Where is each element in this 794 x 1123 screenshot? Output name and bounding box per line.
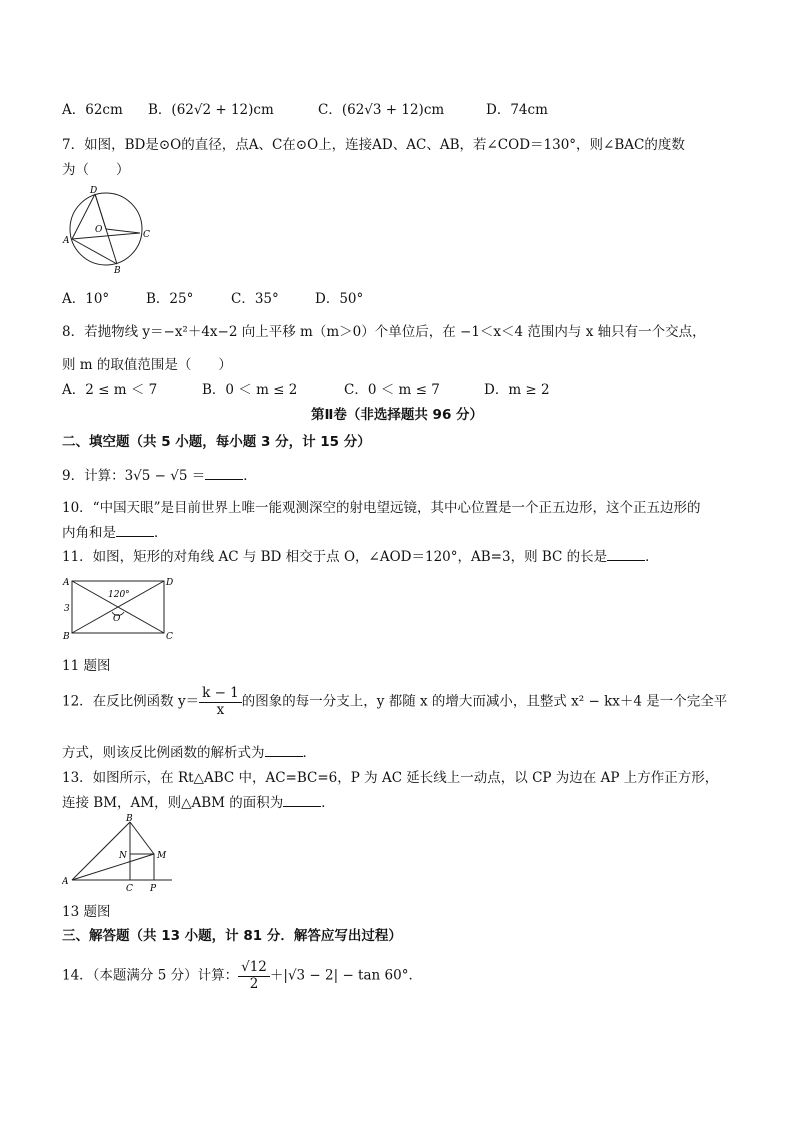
label-c: C — [166, 632, 173, 642]
q8-option-d: D．m ≥ 2 — [484, 382, 550, 398]
q12-fraction: $\frac{k - 1}{x}$ — [199, 686, 242, 718]
label-d: D — [166, 578, 174, 588]
q7-options — [62, 287, 742, 307]
q9-answer-blank — [205, 467, 243, 480]
q8-option-b: B．0 ＜ m ≤ 2 — [202, 382, 298, 398]
q9: 9．计算：3√5 − √5 ＝ ． — [62, 468, 257, 484]
label-b: B — [63, 632, 70, 642]
section3-title: 三、解答题（共 13 小题，计 81 分．解答应写出过程） — [62, 928, 402, 944]
section2-title: 二、填空题（共 5 小题，每小题 3 分，计 15 分） — [62, 434, 371, 450]
segment-bm — [130, 822, 154, 854]
q7-option-c: C．35° — [231, 291, 279, 307]
q12-answer-blank — [265, 744, 303, 757]
q8-options — [62, 378, 742, 398]
q6-option-b: B．(62√2 + 12)cm — [148, 102, 274, 118]
q14-fraction: $\frac{√12}{2}$ — [238, 960, 270, 992]
label-side: 3 — [64, 604, 70, 614]
q6-options — [62, 98, 742, 118]
label-o: O — [113, 614, 121, 624]
part2-title: 第Ⅱ卷（非选择题共 96 分） — [310, 407, 484, 423]
q6-option-c: C．(62√3 + 12)cm — [318, 102, 445, 118]
label-a: A — [63, 236, 70, 246]
label-p: P — [150, 884, 157, 894]
label-d: D — [90, 186, 98, 196]
label-angle: 120° — [108, 590, 130, 600]
q7-stem-line2: 为（ ） — [62, 162, 130, 178]
q7-option-a: A．10° — [62, 291, 110, 307]
q13-caption: 13 题图 — [62, 904, 111, 920]
q12-line2: 方式，则该反比例函数的解析式为 ． — [62, 745, 316, 761]
q13-line2: 连接 BM，AM，则△ABM 的面积为 ． — [62, 795, 335, 811]
q13-line1: 13．如图所示，在 Rt△ABC 中，AC=BC=6，P 为 AC 延长线上一动点，以 CP 为边在 AP 上方作正方形， — [62, 770, 719, 786]
q10-answer-blank — [116, 524, 154, 537]
label-a: A — [63, 578, 70, 588]
q14: 14．（本题满分 5 分）计算： $\frac{√12}{2}$ ＋|√3 − 2| − tan 60°． — [62, 959, 422, 992]
q13-answer-blank — [283, 794, 321, 807]
q7-option-d: D．50° — [315, 291, 364, 307]
q10-line1: 10．“中国天眼”是目前世界上唯一能观测深空的射电望远镜，其中心位置是一个正五边形，这个正五边形的 — [62, 500, 701, 516]
q10-line2: 内角和是 ． — [62, 525, 168, 541]
label-a: A — [62, 877, 69, 887]
label-c: C — [143, 230, 150, 240]
q13-triangle-figure — [62, 812, 180, 894]
segment-od — [95, 194, 106, 229]
label-b: B — [114, 266, 121, 276]
q8-option-c: C．0 ＜ m ≤ 7 — [344, 382, 440, 398]
q11-caption: 11 题图 — [62, 658, 111, 674]
q11-stem: 11．如图，矩形的对角线 AC 与 BD 相交于点 O，∠AOD＝120°，AB=3，则 BC 的长是 ． — [62, 549, 659, 565]
label-m: M — [157, 851, 167, 861]
q8-stem-line1: 8．若抛物线 y＝−x²＋4x−2 向上平移 m（m＞0）个单位后，在 −1＜x＜4 范围内与 x 轴只有一个交点， — [62, 324, 706, 340]
label-o: O — [95, 225, 103, 235]
q11-answer-blank — [607, 548, 645, 561]
q12-line1: 12．在反比例函数 y＝ $\frac{k - 1}{x}$ 的图象的每一分支上，y 都随 x 的增大而减小，且整式 x² − kx＋4 是一个完全平 — [62, 685, 728, 718]
segment-ac — [72, 233, 140, 239]
q7-option-b: B．25° — [146, 291, 194, 307]
label-n: N — [119, 851, 127, 861]
q11-rectangle-figure — [62, 573, 178, 643]
segment-oc — [106, 229, 140, 233]
q6-option-d: D．74cm — [486, 102, 548, 118]
label-b: B — [126, 814, 133, 824]
q7-circle-figure — [62, 184, 162, 276]
q8-stem-line2: 则 m 的取值范围是（ ） — [62, 357, 232, 373]
q6-option-a: A．62cm — [62, 102, 123, 118]
q7-stem-line1: 7．如图，BD是⊙O的直径，点A、C在⊙O上，连接AD、AC、AB，若∠COD＝130°，则∠BAC的度数 — [62, 137, 685, 153]
q8-option-a: A．2 ≤ m ＜ 7 — [62, 382, 158, 398]
label-c: C — [126, 884, 133, 894]
